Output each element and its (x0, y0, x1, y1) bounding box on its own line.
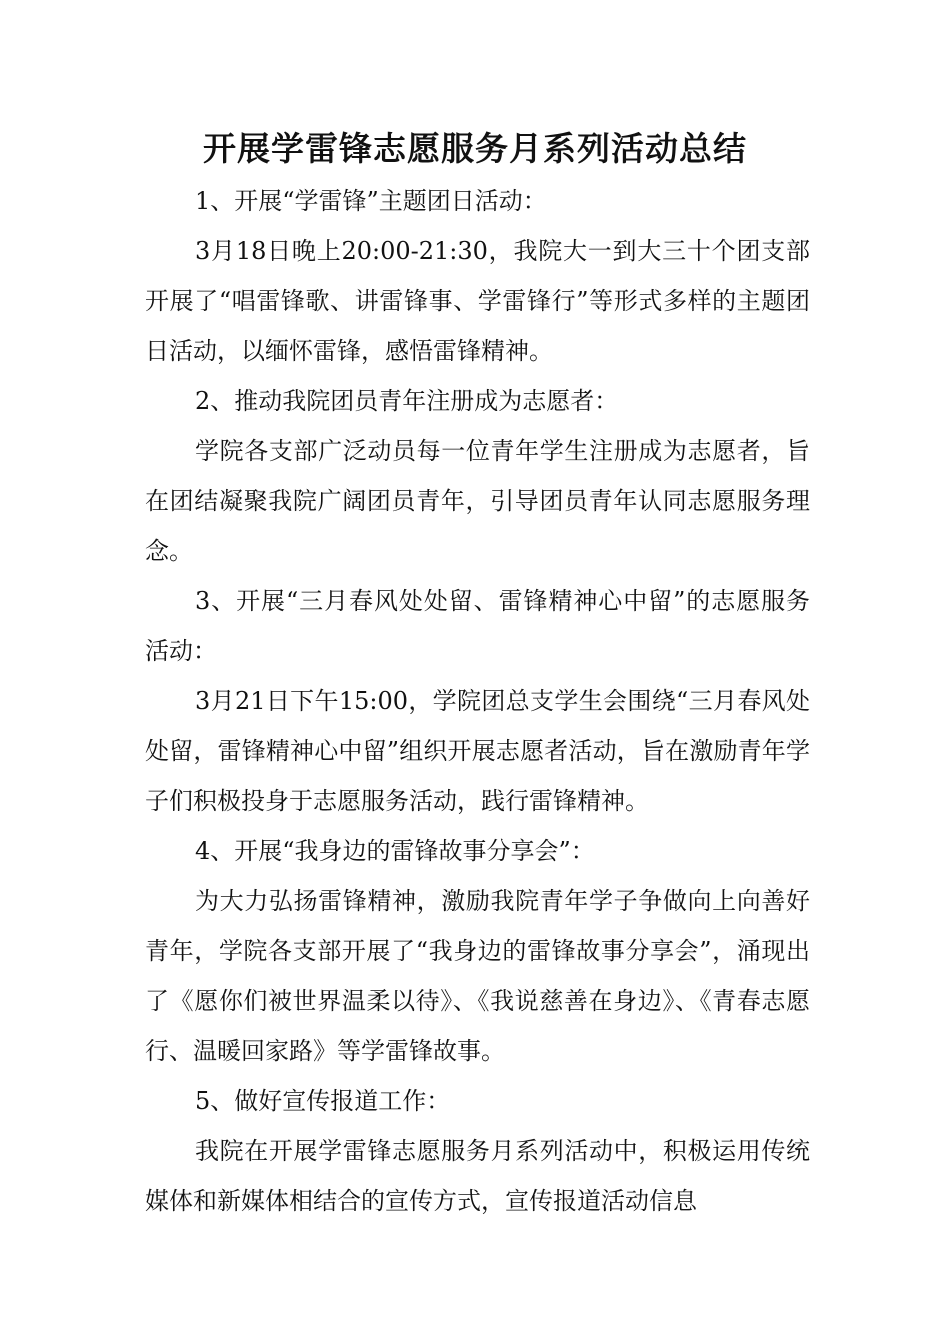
paragraph: 3月18日晚上20:00-21:30，我院大一到大三十个团支部开展了“唱雷锋歌、讲雷锋事、学雷锋行”等形式多样的主题团日活动，以缅怀雷锋，感悟雷锋精神。 (145, 237, 810, 365)
paragraph: 3月21日下午15:00，学院团总支学生会围绕“三月春风处处留，雷锋精神心中留”组织开展志愿者活动，旨在激励青年学子们积极投身于志愿服务活动，践行雷锋精神。 (145, 687, 810, 815)
section-heading-2: 2、推动我院团员青年注册成为志愿者： (195, 387, 619, 415)
paragraph: 我院在开展学雷锋志愿服务月系列活动中，积极运用传统媒体和新媒体相结合的宣传方式，宣传报道活动信息 (145, 1137, 810, 1215)
document-title: 开展学雷锋志愿服务月系列活动总结 (203, 129, 747, 168)
section-heading-4: 4、开展“我身边的雷锋故事分享会”： (195, 837, 595, 865)
section-heading-1: 1、开展“学雷锋”主题团日活动： (195, 187, 547, 215)
paragraph: 学院各支部广泛动员每一位青年学生注册成为志愿者，旨在团结凝聚我院广阔团员青年，引导团员青年认同志愿服务理念。 (145, 437, 810, 565)
section-heading-3: 3、开展“三月春风处处留、雷锋精神心中留”的志愿服务活动： (145, 587, 810, 665)
section-heading-5: 5、做好宣传报道工作： (195, 1087, 451, 1115)
paragraph: 为大力弘扬雷锋精神，激励我院青年学子争做向上向善好青年，学院各支部开展了“我身边的雷锋故事分享会”，涌现出了《愿你们被世界温柔以待》、《我说慈善在身边》、《青春志愿行、温暖回家路》等学雷锋故事。 (145, 887, 810, 1065)
document-body (145, 176, 810, 1226)
